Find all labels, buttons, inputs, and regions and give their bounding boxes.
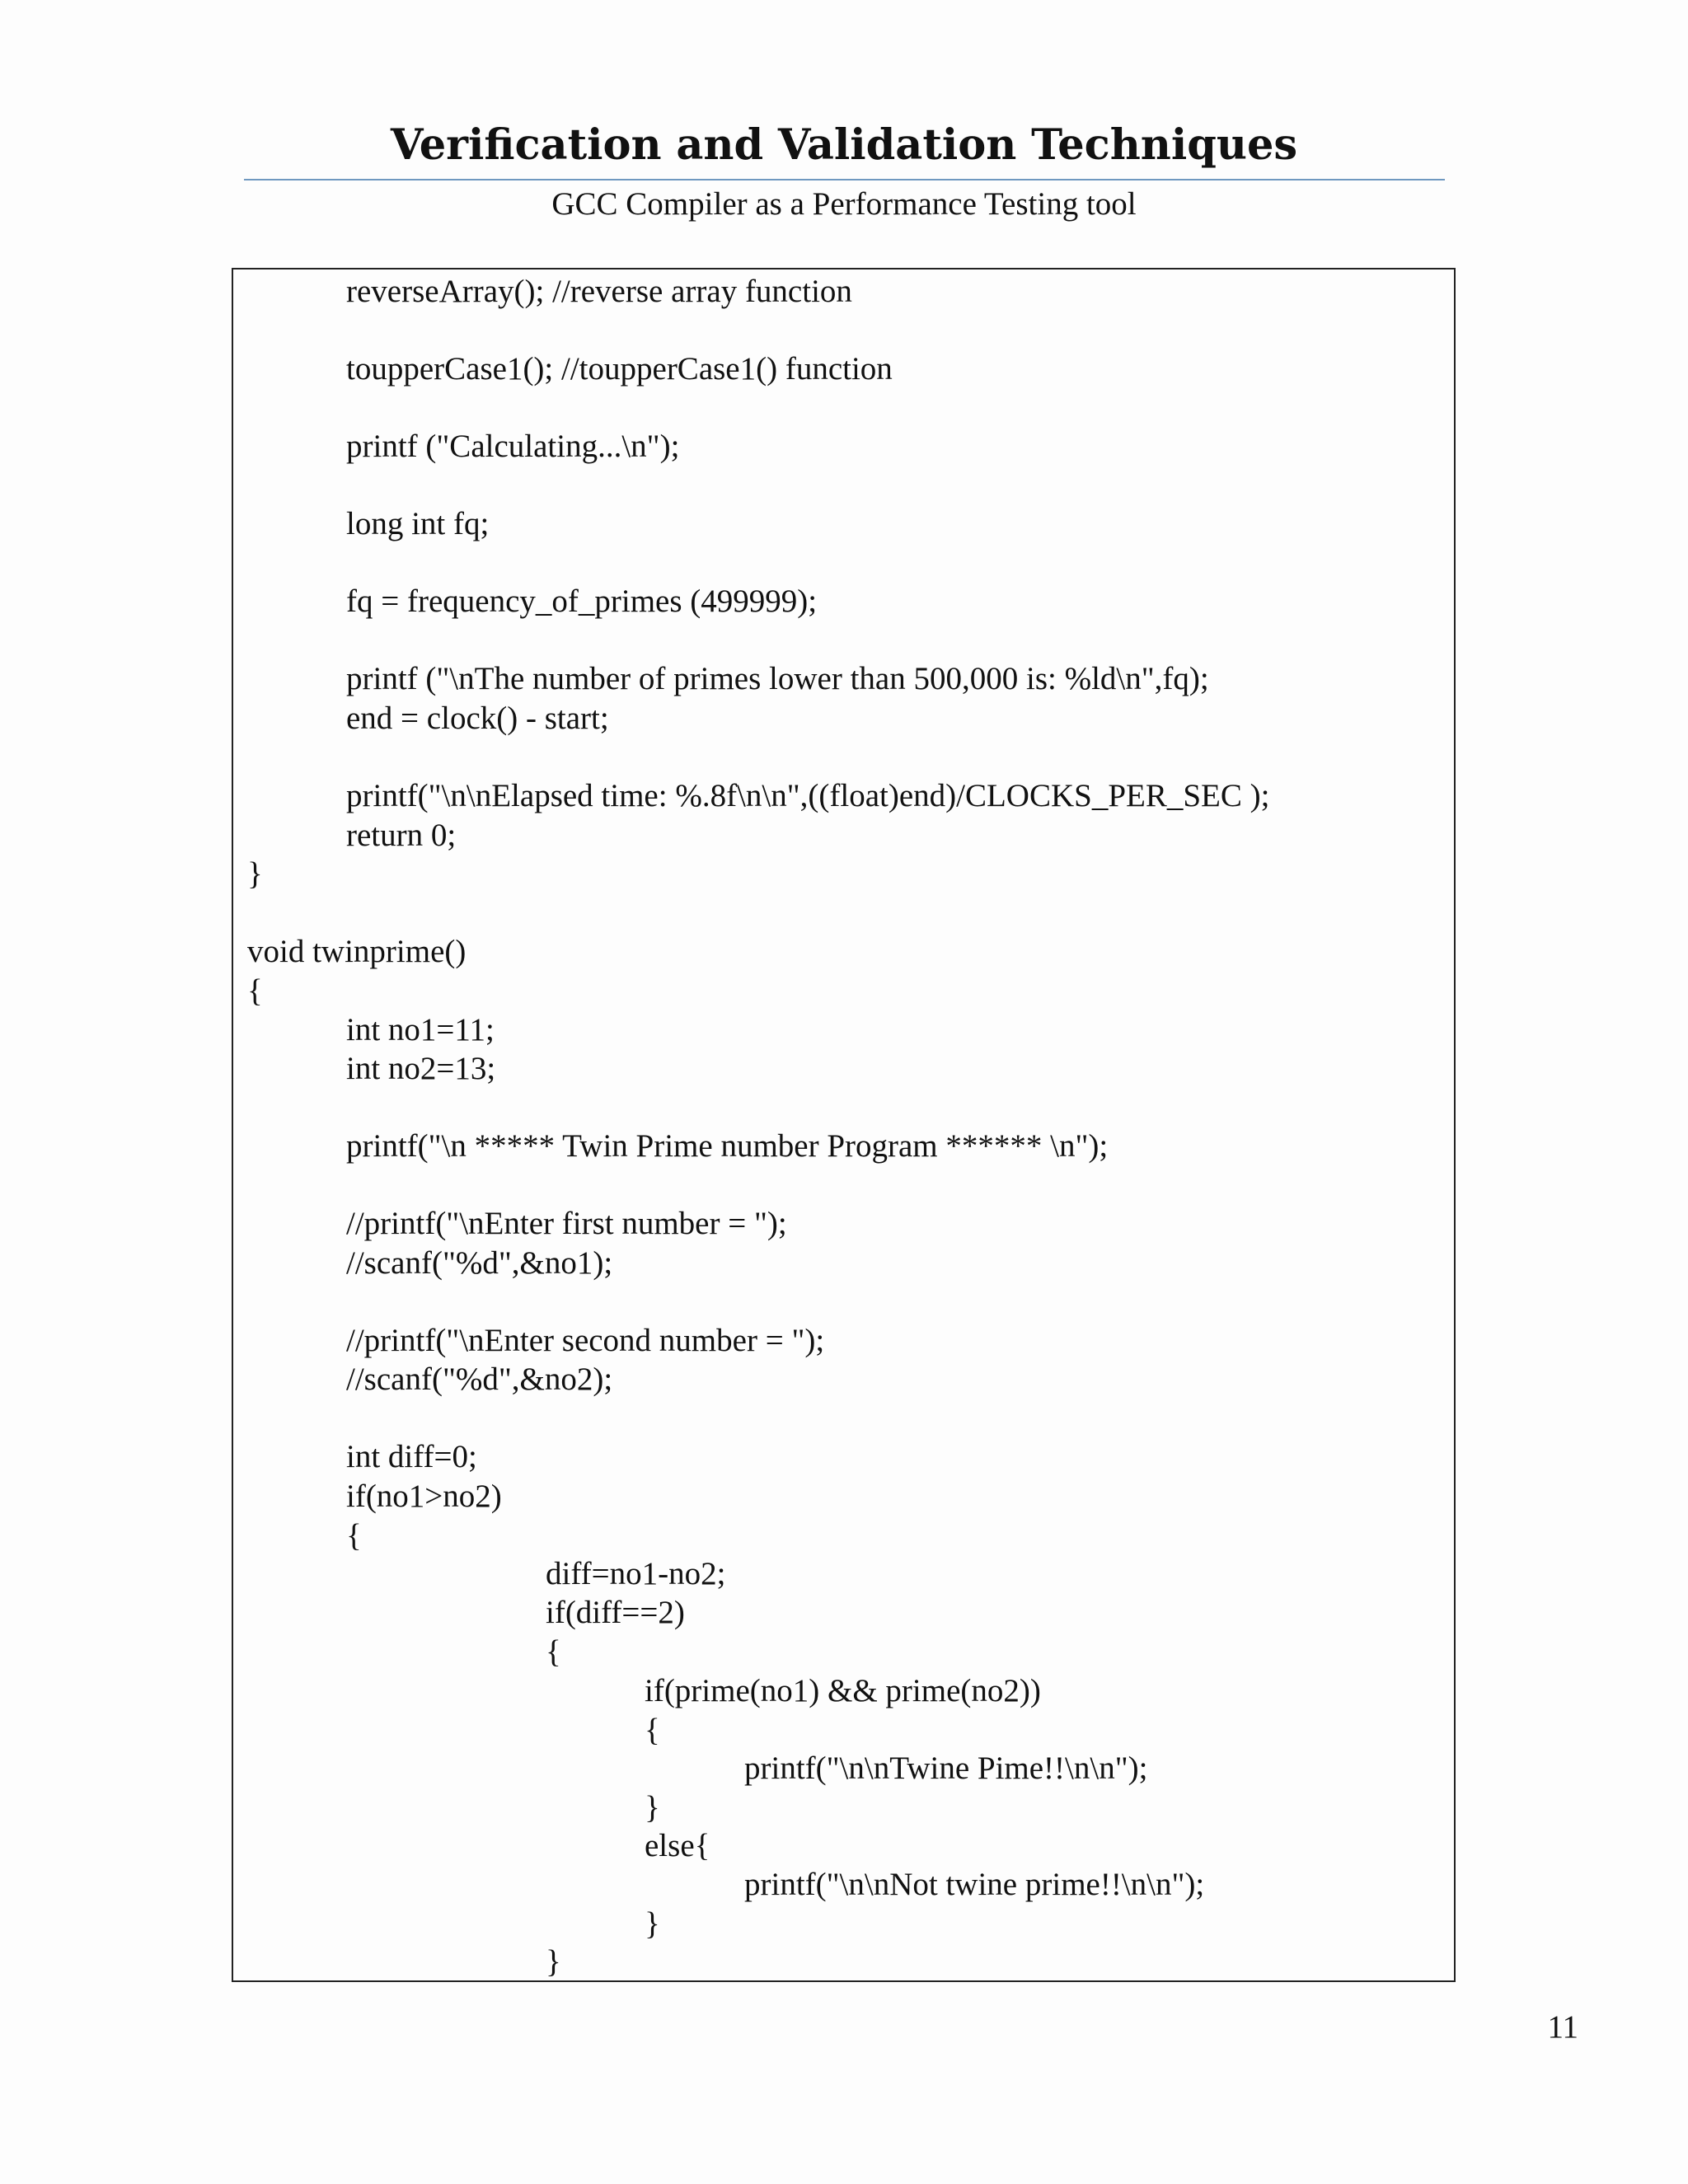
code-line: printf("\n ***** Twin Prime number Program ****** \n"); [346,1128,1109,1164]
code-line: else{ [645,1828,710,1863]
code-line: //scanf("%d",&no1); [346,1245,613,1281]
code-line: if(no1>no2) [346,1479,502,1514]
code-line: if(diff==2) [546,1595,685,1630]
code-line: void twinprime() [247,934,467,969]
code-line: { [346,1518,362,1554]
code-line: fq = frequency_of_primes (499999); [346,583,818,619]
page-number: 11 [1547,2009,1578,2045]
code-line: //printf("\nEnter second number = "); [346,1323,825,1358]
code-line: printf ("\nThe number of primes lower than 500,000 is: %ld\n",fq); [346,661,1209,696]
code-line: { [645,1713,660,1748]
code-line: printf("\n\nElapsed time: %.8f\n\n",((float)end)/CLOCKS_PER_SEC ); [346,778,1270,813]
document-subtitle: GCC Compiler as a Performance Testing tool [551,186,1137,222]
code-line: reverseArray(); //reverse array function [346,274,852,309]
code-line: long int fq; [346,506,490,541]
code-line: toupperCase1(); //toupperCase1() function [346,351,893,387]
code-line: } [645,1790,660,1825]
code-line: printf("\n\nTwine Pime!!\n\n"); [744,1750,1148,1786]
code-line: } [645,1906,660,1942]
header-divider [244,179,1445,180]
code-line: { [247,973,263,1009]
code-line: printf("\n\nNot twine prime!!\n\n"); [744,1867,1205,1902]
code-line: } [546,1944,561,1980]
code-line: int no2=13; [346,1051,496,1086]
code-line: int no1=11; [346,1012,495,1047]
code-line: return 0; [346,818,457,853]
code-line: int diff=0; [346,1439,477,1474]
document-title: Verification and Validation Techniques [390,120,1298,170]
code-line: diff=no1-no2; [546,1556,726,1591]
code-line: printf ("Calculating...\n"); [346,429,680,464]
code-line: { [546,1634,561,1670]
code-line: end = clock() - start; [346,701,609,736]
code-line: if(prime(no1) && prime(no2)) [645,1673,1041,1708]
code-line: } [247,856,263,892]
code-line: //printf("\nEnter first number = "); [346,1206,787,1241]
code-line: //scanf("%d",&no2); [346,1361,613,1397]
